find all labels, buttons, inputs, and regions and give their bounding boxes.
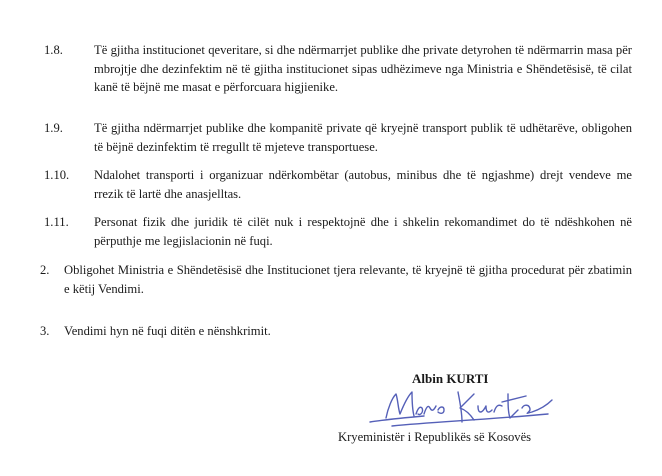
item-number: 1.8. [44, 43, 63, 57]
item-number: 2. [40, 263, 50, 277]
item-text: Të gjitha institucionet qeveritare, si dhe ndërmarrjet publike dhe private detyrohen të ndërmarrin masa për mbrojtje dhe dezinfektim në të gjitha institucionet sipas udhëzimeve nga Ministria e Shëndetësisë, të cilat kanë të bëjnë me masat e përforcuara higjienike. [94, 43, 632, 94]
item-number: 1.11. [44, 215, 69, 229]
signature-block [338, 370, 648, 470]
item-text: Personat fizik dhe juridik të cilët nuk i respektojnë dhe i shkelin rekomandimet do të ndëshkohen në përputhje me legjislacionin në fuqi. [94, 215, 632, 248]
item-number: 1.9. [44, 121, 63, 135]
item-number: 3. [40, 324, 50, 338]
item-text: Të gjitha ndërmarrjet publike dhe kompanitë private që kryejnë transport publik të udhëtarëve, obligohen të bëjnë dezinfektim të rregullt të mjeteve transportuese. [94, 121, 632, 154]
item-text: Ndalohet transporti i organizuar ndërkombëtar (autobus, minibus dhe të ngjashme) drejt vendeve me rrezik të lartë dhe anasjelltas. [94, 168, 632, 201]
handwritten-signature [362, 384, 562, 428]
signer-title: Kryeministër i Republikës së Kosovës [338, 430, 532, 444]
signer-name: Albin KURTI [412, 371, 489, 386]
item-number: 1.10. [44, 168, 70, 182]
item-text: Obligohet Ministria e Shëndetësisë dhe Institucionet tjera relevante, të kryejnë të gjitha procedurat për zbatimin e këtij Vendimi. [64, 263, 632, 296]
item-text: Vendimi hyn në fuqi ditën e nënshkrimit. [64, 324, 271, 338]
